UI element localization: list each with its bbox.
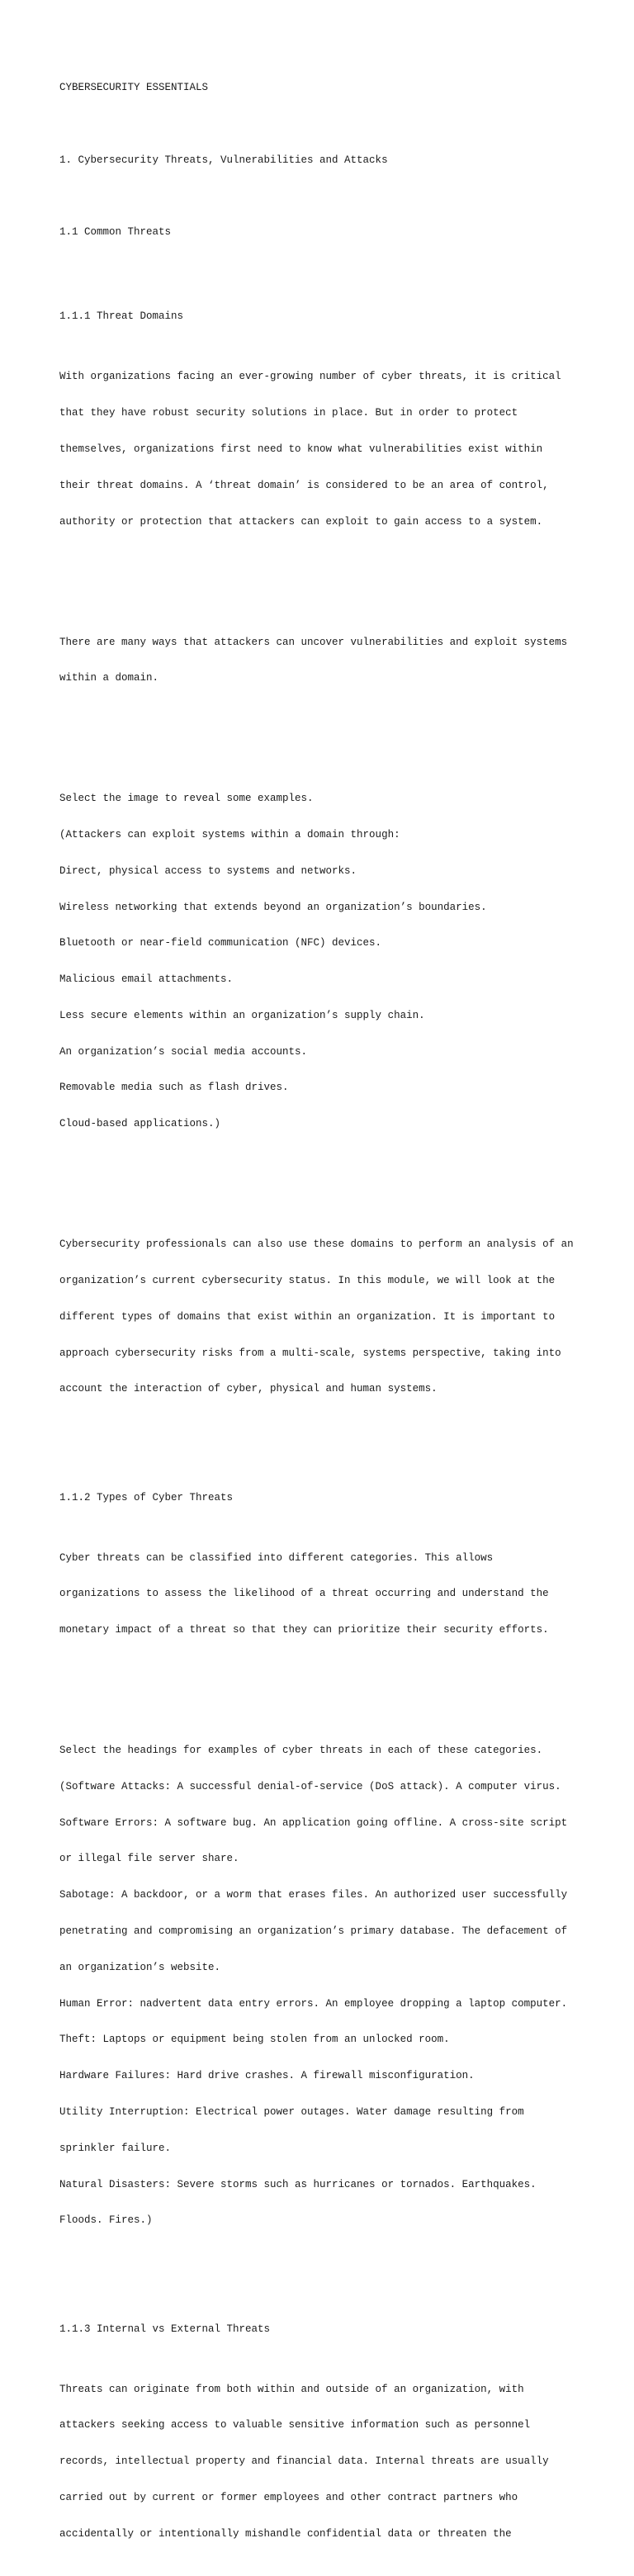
list-item: sprinkler failure. <box>59 2142 172 2154</box>
spacer <box>59 732 596 745</box>
list-item: or illegal file server share. <box>59 1853 239 1865</box>
list-item: Human Error: nadvertent data entry errors. An employee dropping a laptop computer. <box>59 1997 568 2010</box>
text-line: carried out by current or former employees and other contract partners who <box>59 2491 518 2503</box>
spacer <box>59 191 596 203</box>
text-line: themselves, organizations first need to know what vulnerabilities exist within <box>59 443 543 455</box>
text-line: Cybersecurity professionals can also use these domains to perform an analysis of an <box>59 1238 574 1251</box>
subsection-heading-threat-domains: 1.1.1 Threat Domains <box>59 310 184 323</box>
paragraph <box>59 1527 596 1660</box>
text-line: monetary impact of a threat so that they can prioritize their security efforts. <box>59 1624 549 1636</box>
subsection-heading-types-of-cyber-threats: 1.1.2 Types of Cyber Threats <box>59 1491 234 1503</box>
list-item: Hardware Failures: Hard drive crashes. A firewall misconfiguration. <box>59 2070 475 2082</box>
list-item: Theft: Laptops or equipment being stolen from an unlocked room. <box>59 2034 450 2046</box>
list-item: Wireless networking that extends beyond an organization’s boundaries. <box>59 901 487 913</box>
text-line: that they have robust security solutions in place. But in order to protect <box>59 407 518 419</box>
list-item: Software Errors: A software bug. An application going offline. A cross-site script <box>59 1816 568 1829</box>
text-line: There are many ways that attackers can uncover vulnerabilities and exploit systems <box>59 636 568 648</box>
paragraph <box>59 2359 596 2564</box>
text-line: organizations to assess the likelihood of a threat occurring and understand the <box>59 1588 549 1600</box>
paragraph <box>59 612 596 708</box>
text-line: Threats can originate from both within and outside of an organization, with <box>59 2383 524 2395</box>
list-item: Cloud-based applications.) <box>59 1118 221 1130</box>
spacer <box>59 118 596 130</box>
text-line: authority or protection that attackers can exploit to gain access to a system. <box>59 515 543 528</box>
text-line: With organizations facing an ever-growing number of cyber threats, it is critical <box>59 371 561 383</box>
text-line: accidentally or intentionally mishandle confidential data or threaten the <box>59 2527 512 2540</box>
section-heading: 1.1 Common Threats <box>59 226 172 239</box>
examples-list <box>59 769 596 1154</box>
text-line: account the interaction of cyber, physical and human systems. <box>59 1383 438 1395</box>
list-item: Bluetooth or near-field communication (NFC) devices. <box>59 937 382 949</box>
list-item: Less secure elements within an organization’s supply chain. <box>59 1009 425 1021</box>
chapter-heading: 1. Cybersecurity Threats, Vulnerabilities and Attacks <box>59 154 388 166</box>
spacer <box>59 1443 596 1456</box>
spacer <box>59 263 596 275</box>
text-line: Cyber threats can be classified into different categories. This allows <box>59 1551 494 1564</box>
list-item: penetrating and compromising an organization’s primary database. The defacement of <box>59 1925 568 1938</box>
paragraph <box>59 1215 596 1419</box>
list-item: An organization’s social media accounts. <box>59 1045 308 1058</box>
document-body <box>59 58 596 2576</box>
text-line: attackers seeking access to valuable sensitive information such as personnel <box>59 2419 531 2432</box>
list-item: Utility Interruption: Electrical power outages. Water damage resulting from <box>59 2105 524 2118</box>
document-title: CYBERSECURITY ESSENTIALS <box>59 82 209 94</box>
list-item: (Software Attacks: A successful denial-of-service (DoS attack). A computer virus. <box>59 1780 561 1792</box>
paragraph <box>59 347 596 552</box>
text-line: Select the headings for examples of cyber threats in each of these categories. <box>59 1745 543 1757</box>
text-line: their threat domains. A ‘threat domain’ is considered to be an area of control, <box>59 479 549 491</box>
text-line: organization’s current cybersecurity status. In this module, we will look at the <box>59 1274 556 1286</box>
text-line: records, intellectual property and financial data. Internal threats are usually <box>59 2455 549 2468</box>
list-item: Floods. Fires.) <box>59 2214 153 2227</box>
list-item: Removable media such as flash drives. <box>59 1082 289 1094</box>
text-line: different types of domains that exist within an organization. It is important to <box>59 1310 556 1323</box>
spacer <box>59 1684 596 1697</box>
subsection-heading-internal-vs-external: 1.1.3 Internal vs External Threats <box>59 2323 271 2335</box>
spacer <box>59 576 596 589</box>
text-line: within a domain. <box>59 672 159 684</box>
list-item: Direct, physical access to systems and networks. <box>59 864 357 877</box>
list-item: Malicious email attachments. <box>59 973 234 986</box>
spacer <box>59 2275 596 2287</box>
threat-categories-list <box>59 1721 596 2251</box>
spacer <box>59 1178 596 1191</box>
list-item: an organization’s website. <box>59 1961 221 1973</box>
list-item: Natural Disasters: Severe storms such as hurricanes or tornados. Earthquakes. <box>59 2178 537 2190</box>
list-item: Sabotage: A backdoor, or a worm that erases files. An authorized user successfully <box>59 1889 568 1901</box>
text-line: (Attackers can exploit systems within a domain through: <box>59 829 400 841</box>
text-line: approach cybersecurity risks from a multi-scale, systems perspective, taking into <box>59 1347 561 1359</box>
text-line: Select the image to reveal some examples. <box>59 793 314 805</box>
